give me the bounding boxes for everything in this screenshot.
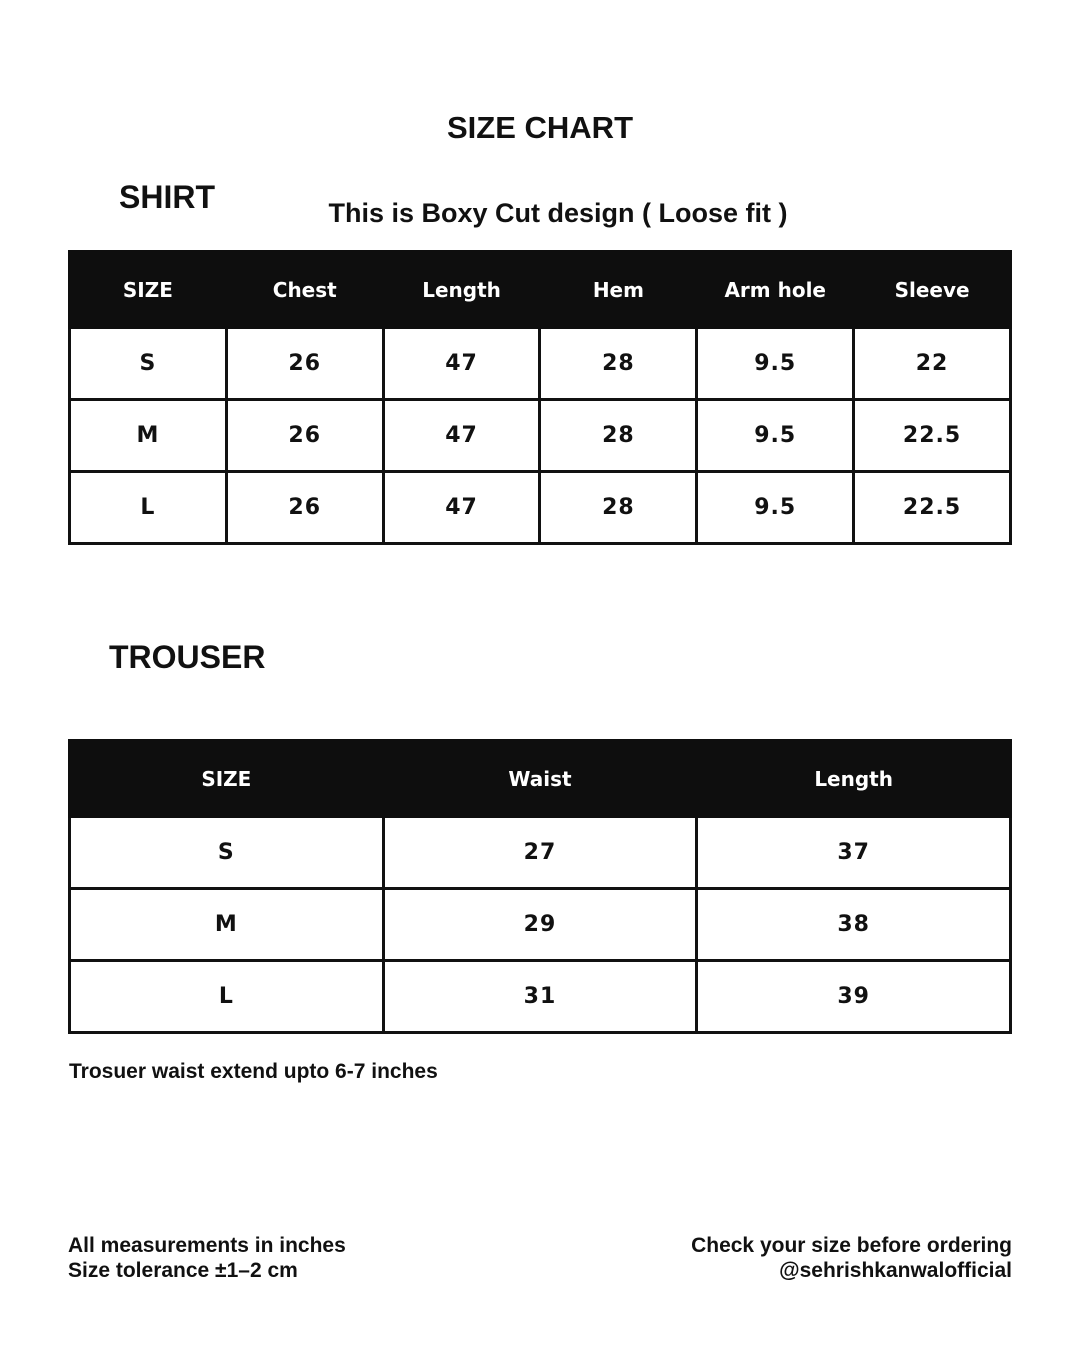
check-size-note: Check your size before ordering: [691, 1234, 1012, 1257]
table-cell: 9.5: [697, 400, 854, 472]
table-cell: 47: [383, 472, 540, 544]
table-row: [70, 472, 1011, 544]
table-header-row: [70, 741, 1011, 817]
size-tolerance-note: Size tolerance ±1–2 cm: [68, 1259, 298, 1282]
table-row: [70, 961, 1011, 1033]
table-cell: 22.5: [854, 472, 1011, 544]
trouser-size-table: [68, 739, 1012, 1034]
table-cell: S: [70, 817, 384, 889]
trouser-heading: TROUSER: [109, 639, 266, 675]
table-row: [70, 817, 1011, 889]
table-cell: M: [70, 889, 384, 961]
shirt-size-table: [68, 250, 1012, 545]
table-cell: L: [70, 961, 384, 1033]
table-cell: L: [70, 472, 227, 544]
table-cell: 26: [226, 328, 383, 400]
table-header-row: [70, 252, 1011, 328]
table-cell: 26: [226, 472, 383, 544]
column-header-size: SIZE: [70, 252, 227, 328]
table-cell: 9.5: [697, 328, 854, 400]
fit-note: This is Boxy Cut design ( Loose fit ): [328, 198, 788, 228]
column-header-length: Length: [697, 741, 1011, 817]
footer-left: [68, 1233, 346, 1283]
table-row: [70, 400, 1011, 472]
page-title: SIZE CHART: [447, 110, 633, 145]
column-header-waist: Waist: [383, 741, 697, 817]
column-header-arm-hole: Arm hole: [697, 252, 854, 328]
shirt-heading: SHIRT: [119, 179, 215, 215]
table-cell: M: [70, 400, 227, 472]
column-header-sleeve: Sleeve: [854, 252, 1011, 328]
social-handle: @sehrishkanwalofficial: [779, 1259, 1012, 1282]
table-cell: 31: [383, 961, 697, 1033]
table-cell: 37: [697, 817, 1011, 889]
column-header-length: Length: [383, 252, 540, 328]
table-cell: 28: [540, 328, 697, 400]
column-header-size: SIZE: [70, 741, 384, 817]
table-row: [70, 889, 1011, 961]
footer-right: [691, 1233, 1012, 1283]
measurement-unit-note: All measurements in inches: [68, 1234, 346, 1257]
trouser-waist-note: Trosuer waist extend upto 6-7 inches: [69, 1060, 438, 1083]
table-cell: 22: [854, 328, 1011, 400]
table-row: [70, 328, 1011, 400]
table-cell: 47: [383, 400, 540, 472]
column-header-chest: Chest: [226, 252, 383, 328]
table-cell: 38: [697, 889, 1011, 961]
table-cell: 27: [383, 817, 697, 889]
table-cell: S: [70, 328, 227, 400]
table-cell: 47: [383, 328, 540, 400]
table-cell: 9.5: [697, 472, 854, 544]
table-cell: 28: [540, 472, 697, 544]
table-cell: 28: [540, 400, 697, 472]
table-cell: 39: [697, 961, 1011, 1033]
table-cell: 29: [383, 889, 697, 961]
column-header-hem: Hem: [540, 252, 697, 328]
table-cell: 22.5: [854, 400, 1011, 472]
table-cell: 26: [226, 400, 383, 472]
